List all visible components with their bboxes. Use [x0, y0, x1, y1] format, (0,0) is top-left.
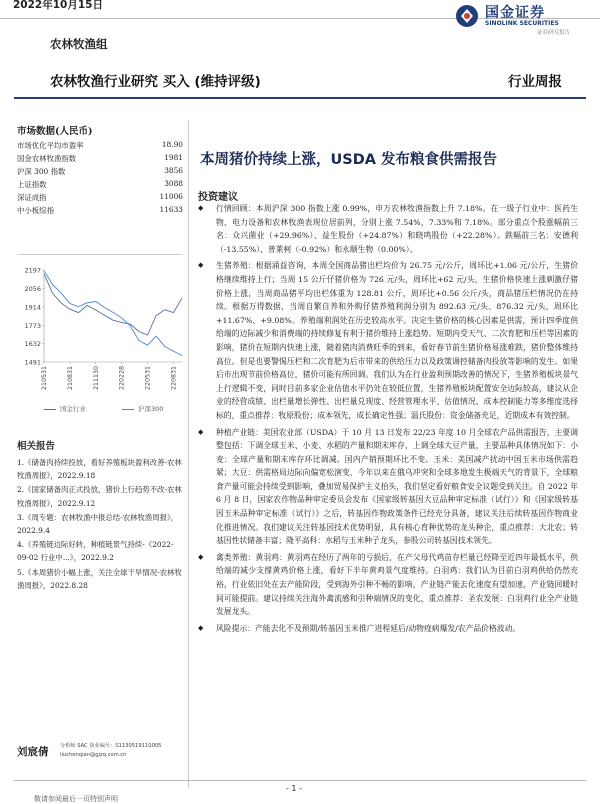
- market-label: 市场优化平均市盈率: [17, 141, 84, 150]
- bullet-text: 生猪养殖：根据涌益咨询，本周全国商品猪出栏均价为 26.75 元/公斤，周环比+1.06 元/公斤，生猪价格继续维持上行；当周 15 公斤仔猪价格为 726 元/头，周环比+62 元/头，生猪价格快速上涨刺激仔猪价格上涨，当周商品猪平均出栏体重为 128.81 公斤，周环比+0.56 公斤/头，商品猪压栏情况仍在持续。根据万得数据，当周自繁自养和外购仔猪养殖利润分别为 892.63 元/头、876.32 元/头，周环比+11.67%、+9.08%。养殖端利润处在历史较高水平。决定生猪价格的核心因素是供需，预计四季度供给端的边际减少和消费端的持续修复有利于猪价维持上涨趋势。短期内受天气、二次育肥和压栏等因素的影响，猪价在短期内快速上涨，随着猪肉消费旺季的到来，看好春节前生猪价格易涨难跌，猪价整体维持高位。但是也要警惕压栏和二次育肥为后市带来的供给压力以及政策调控储备肉投放等影响的发生。如果后市出现节前价格高位，猪价可能有所回调。我们认为在行业盈利预期改善的情况下，生猪养殖板块景气上行逻辑不变，同时目前多家企业估值水平仍处在较低位置，生猪养殖板块配置安全边际较高，建议从企业的经营成绩、出栏量增长弹性、出栏量兑现度、经营管理水平、估值情况、成本控制能力等多维度选择标的，重点推荐：牧原股份；成本领先，成长确定性强；温氏股份：资金储备充足，近期成本有效控制。: [216, 261, 578, 420]
- report-type: 行业周报: [508, 74, 562, 90]
- bullet-text: 种植产业链：美国农业部（USDA）于 10 月 13 日发布 22/23 年度 10 月全球农产品供需报告，主要调整包括：下调全球玉米、小麦、水稻的产量和期末库存，上调全球大豆产量，主要品种具体情况如下：小麦：全球产量和期末库存环比调减。国内产销预期环比不变。玉米：美国减产扰动中国玉米市场供需趋紧；大豆：供需格局边际向偏宽松演变，今年以来在俄乌冲突和全球多地发生极端天气的背景下，全球粮食产量可能会持续受到影响，叠加贸易保护主义抬头，我们坚定看好粮食安全议题受到关注。自 2022 年 6 月 8 日，国家农作物品种审定委员会发布《国家级转基因大豆品种审定标准（试行）》和《国家级转基因玉米品种审定标准（试行）》之后，转基因作物政策条件已经充分具备，建议关注后续转基因作物商业化推进情况。我们建议关注转基因技术优势明显，具有核心育种优势的龙头种企，重点推荐：大北农；转基因性状储备丰富；隆平高科：水稻与玉米种子龙头，参股公司转基因技术领先。: [216, 427, 578, 546]
- x-tick-label: 220531: [144, 366, 152, 391]
- bullet-text: 禽类养殖：黄羽鸡：黄羽鸡在经历了两年的亏损后，在产父母代鸡苗存栏量已经降至近四年最低水平，供给端的减少支撑黄鸡价格上涨，看好下半年黄鸡景气度维持。白羽鸡：我们认为目前白羽鸡供给仍然充裕，行业依旧处在去产能阶段，受到海外引种不畅的影响，产业链产能去化速度有望加速，产业链回暖时间可能提前。建议持续关注海外禽流感和引种端情况的变化，重点推荐：圣农发展：白羽鸡行业全产业链发展龙头。: [216, 552, 578, 617]
- report-header: 农林牧渔行业研究 买入 (维持评级): [50, 74, 261, 90]
- analyst-sac: 分析师 SAC 执业编号：S1130519110005: [60, 743, 162, 749]
- series-line-1: [44, 271, 182, 356]
- related-report-link[interactable]: 1.《储备肉持续投放，看好养殖板块盈利改善-农林牧渔周报》，2022.9.18: [17, 458, 182, 481]
- logo-cn-text: 国金证券: [485, 5, 545, 21]
- bullet-planting-chain: [198, 426, 578, 548]
- bullet-poultry: [198, 551, 578, 619]
- main-body: [198, 202, 578, 638]
- y-tick-label: 2056: [24, 284, 41, 293]
- market-value: 11006: [159, 192, 183, 201]
- bullet-text: 行情回顾：本周沪深 300 指数上涨 0.99%，申万农林牧渔指数上升 7.18%。在一级子行业中：医药生物、电力设备和农林牧渔表现位居前列，分别上涨 7.54%，7.33%和 7.18%。部分重点个股涨幅前三名：众兴菌业（+29.96%）、益生股份（+24.87%）和晓鸣股份（+22.28%）。跌幅前三名：安德利（-13.55%）、普莱柯（-0.92%）和永顺生物（0.00%）。: [216, 204, 578, 254]
- x-tick-label: 211130: [92, 366, 100, 391]
- team-name: 农林牧渔组: [50, 37, 108, 51]
- series-line-0: [44, 274, 182, 335]
- x-tick-label: 210831: [66, 366, 74, 391]
- report-title: 本周猪价持续上涨，USDA 发布粮食供需报告: [200, 152, 498, 168]
- chart-legend: [44, 404, 184, 416]
- legend-label-industry: 国金行业: [60, 405, 86, 413]
- market-label: 中小板综指: [17, 206, 54, 215]
- y-tick-label: 1491: [24, 358, 41, 367]
- legend-swatch-industry: [44, 409, 56, 410]
- analyst-email[interactable]: liuchenqian@gjzq.com.cn: [60, 752, 127, 758]
- legend-label-hs300: 沪深300: [138, 405, 164, 413]
- bullet-icon: ◆: [198, 427, 204, 436]
- market-divider: [17, 254, 183, 255]
- section-heading: 投资建议: [198, 192, 238, 203]
- bullet-icon: ◆: [198, 552, 204, 561]
- bullet-icon: ◆: [198, 204, 204, 212]
- related-report-link[interactable]: 5.《本周猪价小幅上涨，关注全球干旱情况-农林牧渔周报》，2022.8.28: [17, 567, 182, 590]
- market-value: 18.90: [161, 140, 183, 149]
- bullet-icon: ◆: [198, 623, 204, 632]
- market-label: 上证指数: [17, 180, 47, 189]
- related-report-link[interactable]: 3.《周专题：农林牧渔中报总结-农林牧渔周报》，2022.9.4: [17, 512, 179, 536]
- logo-subtitle: 证券研究报告: [537, 30, 571, 36]
- index-line-chart: [14, 262, 188, 420]
- company-logo: [455, 2, 585, 36]
- author-name: 刘宸倩: [17, 746, 49, 758]
- x-tick-label: 220228: [118, 366, 126, 391]
- logo-mark-icon: [455, 4, 479, 28]
- y-tick-label: 1632: [24, 340, 41, 349]
- market-value: 11633: [159, 205, 183, 214]
- footer-disclaimer: 敬请参阅最后一页特别声明: [34, 795, 118, 803]
- bullet-pig-farming: [198, 259, 578, 422]
- market-label: 国金农林牧渔指数: [17, 154, 77, 163]
- related-reports-list: [17, 456, 183, 593]
- bullet-market-review: [198, 202, 578, 256]
- y-tick-label: 2197: [24, 266, 41, 275]
- bullet-icon: ◆: [198, 261, 204, 270]
- bullet-risk: [198, 622, 578, 636]
- market-value: 3088: [164, 179, 183, 188]
- x-tick-label: 220831: [170, 366, 178, 391]
- related-report-link[interactable]: 2.《国家储备肉正式投放，猪价上行趋势不改-农林牧渔周报》，2022.9.12: [17, 485, 182, 508]
- header-divider: [14, 97, 586, 99]
- market-label: 深证成指: [17, 193, 47, 202]
- related-report-link[interactable]: 4.《养殖链边际好转，种植链景气持续-《2022-09-02 行业中...》，2022.9.2: [17, 540, 174, 563]
- column-divider: [188, 120, 189, 788]
- page-number: - 1 -: [286, 784, 302, 793]
- report-date: 2022年10月15日: [13, 0, 103, 11]
- y-tick-label: 1773: [24, 321, 41, 330]
- legend-swatch-hs300: [122, 409, 134, 410]
- footer-divider: [14, 780, 586, 781]
- market-value: 3856: [164, 166, 183, 175]
- bullet-text: 风险提示：产能去化不及预期/转基因玉米推广进程延后/动物疫病爆发/农产品价格波动。: [216, 623, 521, 633]
- analyst-info: [60, 742, 190, 760]
- y-tick-label: 1914: [24, 303, 41, 312]
- market-value: 1981: [164, 153, 183, 162]
- related-reports-title: 相关报告: [17, 441, 56, 452]
- x-tick-label: 210531: [41, 366, 48, 391]
- market-data-title: 市场数据(人民币): [17, 126, 93, 137]
- market-label: 沪深 300 指数: [17, 167, 66, 176]
- logo-en-text: SINOLINK SECURITIES: [485, 20, 559, 27]
